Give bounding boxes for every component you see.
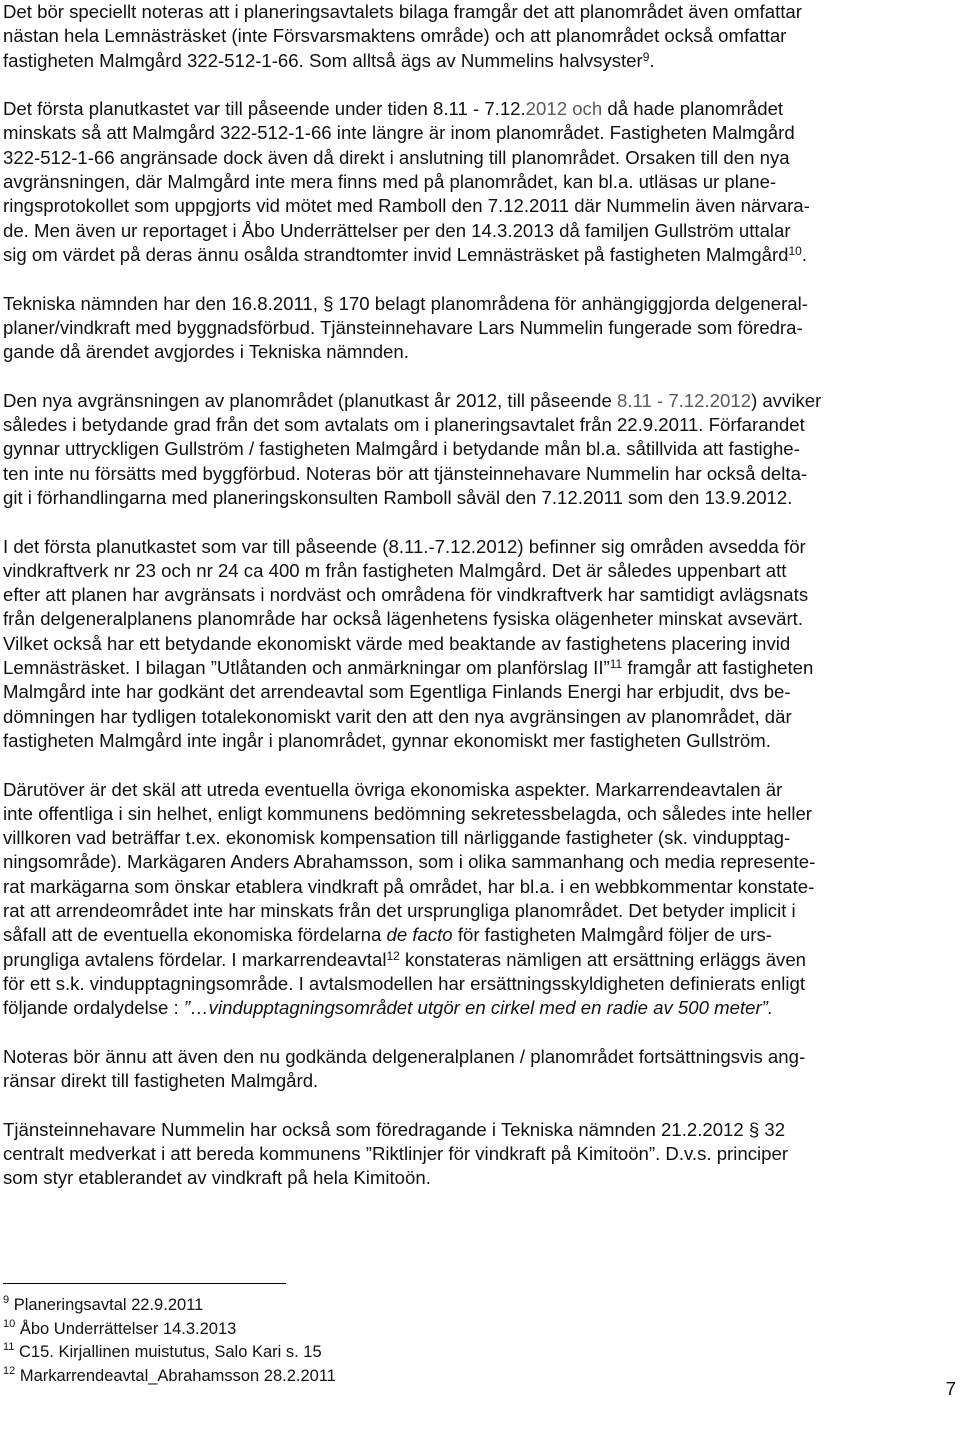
text-segment: Tekniska nämnden har den 16.8.2011, § 170 belagt planområdena för anhängiggjorda delgeneral-: [3, 292, 808, 314]
text-segment: gynnar uttryckligen Gullström / fastigheten Malmgård i betydande mån bl.a. såtillvida att fastighe-: [3, 438, 800, 460]
text-segment: fastigheten Malmgård inte ingår i planområdet, gynnar ekonomiskt mer fastigheten Gullström.: [3, 729, 771, 751]
text-segment: Den nya avgränsningen av planområdet (planutkast år 2012, till påseende: [3, 389, 617, 411]
text-line: [3, 826, 956, 850]
text-segment: följande ordalydelse :: [3, 997, 184, 1019]
text-line: [3, 170, 956, 194]
text-line: [3, 656, 956, 680]
text-line: [3, 1142, 956, 1166]
text-line: [3, 243, 956, 267]
text-segment: Tjänsteinnehavare Nummelin har också som föredragande i Tekniska nämnden 21.2.2012 § 32: [3, 1118, 786, 1140]
text-line: [3, 437, 956, 461]
text-segment: villkoren vad beträffar t.ex. ekonomisk kompensation till närliggande fastigheter (sk. vindupptag-: [3, 827, 791, 849]
text-segment: såfall att de eventuella ekonomiska fördelarna: [3, 924, 387, 946]
text-segment: prungliga avtalens fördelar. I markarrendeavtal: [3, 948, 387, 970]
grey-text: 8.11 - 7.12.2012: [617, 389, 752, 411]
text-segment: Noteras bör ännu att även den nu godkända delgeneralplanen / planområdet fortsättningsvis ang-: [3, 1045, 806, 1067]
paragraph: [3, 1118, 956, 1191]
text-line: [3, 340, 956, 364]
text-segment: för ett s.k. vindupptagningsområde. I avtalsmodellen har ersättningsskyldigheten definierats enligt: [3, 972, 806, 994]
text-segment: .: [649, 49, 655, 71]
text-segment: git i förhandlingarna med planeringskonsulten Ramboll såväl den 7.12.2011 som den 13.9.2012.: [3, 486, 793, 508]
paragraph: [3, 389, 956, 510]
footnote-text: Planeringsavtal 22.9.2011: [13, 1296, 204, 1314]
text-segment: centralt medverkat i att bereda kommunens ”Riktlinjer för vindkraft på Kimitoön”. D.v.s. principer: [3, 1142, 789, 1164]
text-segment: ten inte nu försätts med byggförbud. Noteras bör att tjänsteinnehavare Nummelin har också delta-: [3, 462, 808, 484]
text-line: [3, 146, 956, 170]
text-line: [3, 316, 956, 340]
text-segment: ) avviker: [751, 389, 822, 411]
text-segment: framgår att fastigheten: [622, 657, 814, 679]
paragraph: [3, 535, 956, 754]
italic-text: ”…vindupptagningsområdet utgör en cirkel med en radie av 500 meter”.: [183, 997, 774, 1019]
text-line: [3, 1069, 956, 1093]
paragraph: [3, 97, 956, 267]
footnote-text: Åbo Underrättelser 14.3.2013: [19, 1319, 237, 1338]
text-line: [3, 802, 956, 826]
footnote-text: C15. Kirjallinen muistutus, Salo Kari s. 15: [19, 1343, 322, 1361]
text-line: [3, 49, 956, 73]
text-line: [3, 607, 956, 631]
paragraph: [3, 778, 956, 1021]
text-segment: ringsprotokollet som uppgjorts vid mötet med Ramboll den 7.12.2011 där Nummelin även närvara-: [3, 195, 810, 217]
text-segment: Det bör speciellt noteras att i planeringsavtalets bilaga framgår det att planområdet även omfattar: [3, 1, 802, 22]
body-text: [3, 0, 956, 1215]
text-segment: vindkraftverk nr 23 och nr 24 ca 400 m från fastigheten Malmgård. Det är således uppenbart att: [3, 559, 787, 581]
text-segment: Det första planutkastet var till påseende under tiden 8.11 - 7.12.: [3, 98, 526, 120]
text-line: [3, 583, 956, 607]
text-line: [3, 705, 956, 729]
text-line: [3, 97, 956, 121]
text-segment: de. Men även ur reportaget i Åbo Underrättelser per den 14.3.2013 då familjen Gullström uttalar: [3, 219, 791, 241]
text-segment: rat att arrendeområdet inte har minskats från det ursprungliga planområdet. Det betyder implicit i: [3, 899, 796, 921]
text-segment: inte offentliga i sin helhet, enligt kommunens bedömning sekretessbelagda, och således inte heller: [3, 802, 812, 824]
footnote-reference: 9: [642, 49, 650, 64]
text-line: [3, 292, 956, 316]
text-segment: rat markägarna som önskar etablera vindkraft på området, har bl.a. i en webbkommentar konstate-: [3, 875, 815, 897]
text-segment: från delgeneralplanens planområde har också lägenhetens fysiska olägenheter minskat avsevärt.: [3, 608, 804, 630]
page-number: 7: [945, 1378, 956, 1399]
text-line: [3, 559, 956, 583]
grey-text: 2012 och: [525, 98, 603, 120]
text-line: [3, 219, 956, 243]
text-line: [3, 486, 956, 510]
footnote-divider: [3, 1283, 286, 1284]
text-line: [3, 680, 956, 704]
text-segment: Därutöver är det skäl att utreda eventuella övriga ekonomiska aspekter. Markarrendeavtalen är: [3, 778, 783, 800]
text-segment: således i betydande grad från det som avtalats om i planeringsavtalet från 22.9.2011. Förfarandet: [3, 414, 805, 436]
text-segment: Lemnästräsket. I bilagan ”Utlåtanden och anmärkningar om planförslag II”: [3, 657, 610, 679]
text-segment: dömningen har tydligen totalekonomiskt varit den att den nya avgränsingen av planområdet, där: [3, 705, 792, 727]
footnote: [3, 1341, 703, 1365]
text-line: [3, 121, 956, 145]
text-segment: minskats så att Malmgård 322-512-1-66 inte längre är inom planområdet. Fastigheten Malmgård: [3, 122, 795, 144]
text-segment: Vilket också har ett betydande ekonomiskt värde med beaktande av fastighetens placering invid: [3, 632, 791, 654]
text-segment: då hade planområdet: [602, 98, 784, 120]
footnote: [3, 1365, 703, 1389]
text-segment: efter att planen har avgränsats i nordväst och områdena för vindkraftverk har samtidigt avlägsnats: [3, 584, 809, 606]
footnote-number: 10: [3, 1317, 16, 1330]
footnote-reference: 11: [609, 657, 623, 672]
paragraph: [3, 1045, 956, 1094]
text-line: [3, 875, 956, 899]
text-segment: gande då ärendet avgjordes i Tekniska nämnden.: [3, 341, 409, 363]
text-line: [3, 1045, 956, 1069]
text-segment: I det första planutkastet som var till påseende (8.11.-7.12.2012) befinner sig områden avsedda för: [3, 535, 806, 557]
text-line: [3, 948, 956, 972]
footnote-text: Markarrendeavtal_Abrahamsson 28.2.2011: [19, 1366, 336, 1385]
text-segment: ningsområde). Markägaren Anders Abrahamsson, som i olika sammanhang och media represente-: [3, 851, 816, 873]
text-segment: ränsar direkt till fastigheten Malmgård.: [3, 1070, 319, 1092]
text-line: [3, 194, 956, 218]
text-line: [3, 413, 956, 437]
footnote-number: 12: [3, 1364, 16, 1377]
text-line: [3, 972, 956, 996]
footnotes: [3, 1294, 703, 1388]
text-line: [3, 462, 956, 486]
text-line: [3, 899, 956, 923]
text-segment: konstateras nämligen att ersättning erläggs även: [399, 948, 807, 970]
text-line: [3, 850, 956, 874]
footnote-number: 11: [3, 1341, 15, 1353]
text-line: [3, 535, 956, 559]
text-segment: Malmgård inte har godkänt det arrendeavtal som Egentliga Finlands Energi har erbjudit, dvs be-: [3, 681, 791, 703]
text-line: [3, 0, 956, 24]
footnote: [3, 1294, 703, 1318]
footnote-reference: 12: [386, 948, 400, 963]
text-segment: avgränsningen, där Malmgård inte mera finns med på planområdet, kan bl.a. utläsas ur plane-: [3, 171, 777, 193]
text-line: [3, 996, 956, 1020]
text-line: [3, 923, 956, 947]
text-segment: nästan hela Lemnästräsket (inte Försvarsmaktens område) och att planområdet också omfattar: [3, 25, 787, 47]
footnote-reference: 10: [788, 243, 802, 258]
paragraph: [3, 0, 956, 73]
text-line: [3, 1118, 956, 1142]
footnote-number: 9: [3, 1294, 10, 1306]
text-segment: fastigheten Malmgård 322-512-1-66. Som alltså ägs av Nummelins halvsyster: [3, 49, 643, 71]
text-line: [3, 729, 956, 753]
text-segment: som styr etablerandet av vindkraft på hela Kimitoön.: [3, 1167, 431, 1189]
text-segment: för fastigheten Malmgård följer de urs-: [452, 924, 772, 946]
text-line: [3, 778, 956, 802]
text-line: [3, 1166, 956, 1190]
paragraph: [3, 292, 956, 365]
text-segment: 322-512-1-66 angränsade dock även då direkt i anslutning till planområdet. Orsaken till den nya: [3, 146, 790, 168]
text-segment: .: [801, 243, 808, 265]
text-segment: planer/vindkraft med byggnadsförbud. Tjänsteinnehavare Lars Nummelin fungerade som föredra-: [3, 316, 803, 338]
italic-text: de facto: [386, 924, 453, 946]
text-line: [3, 24, 956, 48]
text-segment: sig om värdet på deras ännu osålda strandtomter invid Lemnästräsket på fastigheten Malmgård: [3, 243, 789, 265]
text-line: [3, 389, 956, 413]
footnote: [3, 1318, 703, 1342]
text-line: [3, 632, 956, 656]
